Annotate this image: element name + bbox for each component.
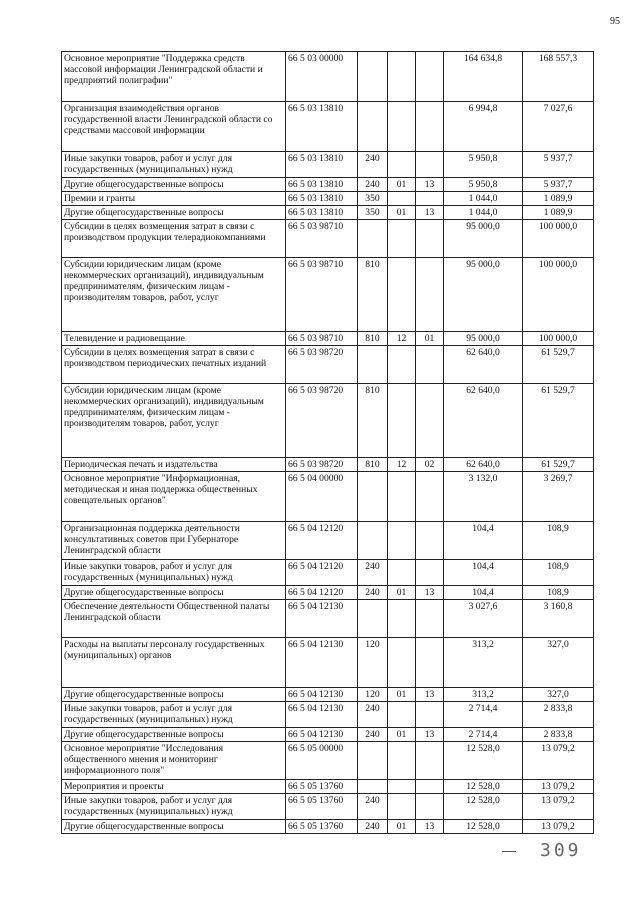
row-rz	[388, 52, 416, 102]
row-name: Основное мероприятие "Информационная, методическая и иная поддержка общественных совещательных органов"	[62, 472, 286, 522]
row-code: 66 5 03 13810	[286, 102, 358, 152]
row-name: Другие общегосударственные вопросы	[62, 820, 286, 834]
row-value-2: 108,9	[523, 560, 594, 586]
page-number: 95	[610, 16, 620, 27]
row-vr: 810	[358, 458, 388, 472]
row-code: 66 5 04 12130	[286, 702, 358, 728]
row-code: 66 5 04 12120	[286, 522, 358, 560]
row-pr	[416, 638, 444, 688]
row-value-1: 1 044,0	[444, 192, 523, 206]
table-row	[62, 820, 594, 834]
row-pr	[416, 780, 444, 794]
row-value-2: 108,9	[523, 522, 594, 560]
row-value-1: 164 634,8	[444, 52, 523, 102]
row-code: 66 5 04 12130	[286, 728, 358, 742]
row-value-1: 3 132,0	[444, 472, 523, 522]
row-rz	[388, 346, 416, 384]
row-value-1: 12 528,0	[444, 780, 523, 794]
row-value-1: 12 528,0	[444, 794, 523, 820]
row-vr	[358, 472, 388, 522]
row-name: Периодическая печать и издательства	[62, 458, 286, 472]
row-code: 66 5 04 12130	[286, 688, 358, 702]
row-name: Мероприятия и проекты	[62, 780, 286, 794]
table-row	[62, 152, 594, 178]
row-value-1: 62 640,0	[444, 346, 523, 384]
row-rz	[388, 522, 416, 560]
row-name: Другие общегосударственные вопросы	[62, 178, 286, 192]
row-name: Иные закупки товаров, работ и услуг для государственных (муниципальных) нужд	[62, 794, 286, 820]
row-vr	[358, 742, 388, 780]
row-value-1: 95 000,0	[444, 220, 523, 258]
row-name: Субсидии в целях возмещения затрат в связи с производством продукции телерадиокомпаниями	[62, 220, 286, 258]
row-vr: 120	[358, 638, 388, 688]
row-vr: 240	[358, 820, 388, 834]
row-value-1: 12 528,0	[444, 742, 523, 780]
table-row	[62, 638, 594, 688]
row-value-1: 104,4	[444, 522, 523, 560]
row-rz	[388, 152, 416, 178]
table-row	[62, 258, 594, 332]
row-rz	[388, 794, 416, 820]
row-name: Другие общегосударственные вопросы	[62, 728, 286, 742]
row-value-2: 13 079,2	[523, 820, 594, 834]
table-row	[62, 560, 594, 586]
row-value-2: 61 529,7	[523, 346, 594, 384]
row-rz	[388, 638, 416, 688]
row-code: 66 5 03 00000	[286, 52, 358, 102]
row-pr: 13	[416, 728, 444, 742]
row-pr	[416, 472, 444, 522]
row-value-1: 104,4	[444, 586, 523, 600]
row-value-1: 5 950,8	[444, 152, 523, 178]
table-row	[62, 458, 594, 472]
row-pr	[416, 560, 444, 586]
row-name: Субсидии юридическим лицам (кроме некоммерческих организаций), индивидуальным предпринимателям, физическим лицам - производителям товаров, работ, услуг	[62, 258, 286, 332]
row-value-2: 327,0	[523, 688, 594, 702]
table-row	[62, 220, 594, 258]
row-code: 66 5 05 13760	[286, 794, 358, 820]
row-rz	[388, 258, 416, 332]
row-value-1: 6 994,8	[444, 102, 523, 152]
row-pr	[416, 258, 444, 332]
row-rz: 01	[388, 688, 416, 702]
row-pr: 13	[416, 820, 444, 834]
row-value-2: 13 079,2	[523, 780, 594, 794]
row-value-2: 3 269,7	[523, 472, 594, 522]
row-pr	[416, 522, 444, 560]
row-vr	[358, 102, 388, 152]
row-value-1: 95 000,0	[444, 332, 523, 346]
row-rz	[388, 600, 416, 638]
row-name: Организационная поддержка деятельности консультативных советов при Губернаторе Ленинградской области	[62, 522, 286, 560]
row-pr	[416, 384, 444, 458]
row-code: 66 5 03 98710	[286, 332, 358, 346]
table-row	[62, 688, 594, 702]
row-rz	[388, 472, 416, 522]
row-value-2: 13 079,2	[523, 742, 594, 780]
row-vr	[358, 522, 388, 560]
table-row	[62, 794, 594, 820]
table-row	[62, 702, 594, 728]
row-vr	[358, 220, 388, 258]
row-code: 66 5 04 12120	[286, 586, 358, 600]
row-value-1: 1 044,0	[444, 206, 523, 220]
row-code: 66 5 04 12120	[286, 560, 358, 586]
table-row	[62, 384, 594, 458]
row-rz	[388, 702, 416, 728]
row-code: 66 5 03 98710	[286, 220, 358, 258]
row-value-2: 2 833,8	[523, 702, 594, 728]
row-pr	[416, 102, 444, 152]
row-value-1: 62 640,0	[444, 384, 523, 458]
row-vr: 810	[358, 258, 388, 332]
row-value-1: 2 714,4	[444, 702, 523, 728]
row-vr: 810	[358, 384, 388, 458]
row-value-2: 2 833,8	[523, 728, 594, 742]
row-name: Расходы на выплаты персоналу государственных (муниципальных) органов	[62, 638, 286, 688]
row-pr	[416, 346, 444, 384]
row-rz: 01	[388, 820, 416, 834]
stamp-dash	[502, 851, 516, 852]
row-value-2: 5 937,7	[523, 178, 594, 192]
row-rz	[388, 192, 416, 206]
row-value-2: 3 160,8	[523, 600, 594, 638]
row-vr: 240	[358, 152, 388, 178]
row-vr: 240	[358, 702, 388, 728]
row-name: Иные закупки товаров, работ и услуг для государственных (муниципальных) нужд	[62, 702, 286, 728]
table-row	[62, 192, 594, 206]
row-name: Иные закупки товаров, работ и услуг для государственных (муниципальных) нужд	[62, 560, 286, 586]
row-code: 66 5 05 13760	[286, 780, 358, 794]
row-rz: 01	[388, 178, 416, 192]
row-rz	[388, 560, 416, 586]
row-name: Иные закупки товаров, работ и услуг для государственных (муниципальных) нужд	[62, 152, 286, 178]
row-name: Субсидии в целях возмещения затрат в связи с производством периодических печатных изданий	[62, 346, 286, 384]
row-code: 66 5 03 13810	[286, 178, 358, 192]
row-name: Другие общегосударственные вопросы	[62, 206, 286, 220]
row-name: Другие общегосударственные вопросы	[62, 688, 286, 702]
row-pr: 13	[416, 586, 444, 600]
table-row	[62, 206, 594, 220]
row-pr	[416, 192, 444, 206]
row-code: 66 5 03 98720	[286, 458, 358, 472]
row-vr: 240	[358, 560, 388, 586]
row-vr: 120	[358, 688, 388, 702]
row-value-2: 61 529,7	[523, 384, 594, 458]
stamp-number: 309	[540, 840, 582, 861]
table-row	[62, 52, 594, 102]
row-name: Премии и гранты	[62, 192, 286, 206]
row-value-1: 95 000,0	[444, 258, 523, 332]
row-pr	[416, 600, 444, 638]
row-value-1: 2 714,4	[444, 728, 523, 742]
table-row	[62, 522, 594, 560]
row-value-2: 100 000,0	[523, 332, 594, 346]
table-row	[62, 728, 594, 742]
row-rz	[388, 742, 416, 780]
row-pr	[416, 742, 444, 780]
row-vr	[358, 780, 388, 794]
row-value-1: 104,4	[444, 560, 523, 586]
row-value-2: 327,0	[523, 638, 594, 688]
row-vr	[358, 346, 388, 384]
row-pr	[416, 702, 444, 728]
row-value-2: 13 079,2	[523, 794, 594, 820]
row-rz	[388, 102, 416, 152]
row-value-2: 100 000,0	[523, 258, 594, 332]
table-row	[62, 332, 594, 346]
row-vr: 350	[358, 206, 388, 220]
row-pr: 13	[416, 688, 444, 702]
row-value-2: 100 000,0	[523, 220, 594, 258]
row-vr: 350	[358, 192, 388, 206]
row-vr: 240	[358, 586, 388, 600]
row-code: 66 5 03 98720	[286, 384, 358, 458]
row-value-2: 1 089,9	[523, 206, 594, 220]
row-rz	[388, 220, 416, 258]
row-code: 66 5 03 13810	[286, 152, 358, 178]
row-name: Основное мероприятие "Поддержка средств массовой информации Ленинградской области и предприятий полиграфии"	[62, 52, 286, 102]
row-value-2: 168 557,3	[523, 52, 594, 102]
row-vr: 810	[358, 332, 388, 346]
table-row	[62, 600, 594, 638]
row-code: 66 5 03 98710	[286, 258, 358, 332]
row-pr: 02	[416, 458, 444, 472]
row-value-1: 313,2	[444, 638, 523, 688]
row-value-2: 108,9	[523, 586, 594, 600]
row-value-1: 62 640,0	[444, 458, 523, 472]
table-row	[62, 586, 594, 600]
table-row	[62, 742, 594, 780]
row-vr: 240	[358, 728, 388, 742]
row-value-1: 313,2	[444, 688, 523, 702]
row-pr	[416, 52, 444, 102]
row-value-2: 7 027,6	[523, 102, 594, 152]
row-name: Другие общегосударственные вопросы	[62, 586, 286, 600]
row-name: Организация взаимодействия органов государственной власти Ленинградской области со средствами массовой информации	[62, 102, 286, 152]
row-pr: 13	[416, 206, 444, 220]
row-name: Телевидение и радиовещание	[62, 332, 286, 346]
row-name: Субсидии юридическим лицам (кроме некоммерческих организаций), индивидуальным предпринимателям, физическим лицам - производителям товаров, работ, услуг	[62, 384, 286, 458]
row-value-2: 5 937,7	[523, 152, 594, 178]
row-pr: 13	[416, 178, 444, 192]
row-value-2: 1 089,9	[523, 192, 594, 206]
row-value-2: 61 529,7	[523, 458, 594, 472]
row-code: 66 5 05 13760	[286, 820, 358, 834]
row-vr: 240	[358, 794, 388, 820]
row-pr	[416, 152, 444, 178]
row-code: 66 5 03 13810	[286, 192, 358, 206]
row-code: 66 5 05 00000	[286, 742, 358, 780]
table-row	[62, 472, 594, 522]
row-vr	[358, 600, 388, 638]
row-value-1: 5 950,8	[444, 178, 523, 192]
row-code: 66 5 04 00000	[286, 472, 358, 522]
row-vr	[358, 52, 388, 102]
row-pr	[416, 220, 444, 258]
row-name: Основное мероприятие "Исследования общественного мнения и мониторинг информационного поля"	[62, 742, 286, 780]
table-row	[62, 346, 594, 384]
budget-table	[61, 51, 594, 834]
row-rz	[388, 384, 416, 458]
row-rz: 12	[388, 332, 416, 346]
row-rz	[388, 780, 416, 794]
table-row	[62, 178, 594, 192]
table-row	[62, 780, 594, 794]
row-pr	[416, 794, 444, 820]
row-rz: 01	[388, 586, 416, 600]
row-vr: 240	[358, 178, 388, 192]
row-name: Обеспечение деятельности Общественной палаты Ленинградской области	[62, 600, 286, 638]
row-code: 66 5 03 98720	[286, 346, 358, 384]
row-rz: 01	[388, 728, 416, 742]
row-rz: 01	[388, 206, 416, 220]
row-code: 66 5 03 13810	[286, 206, 358, 220]
row-rz: 12	[388, 458, 416, 472]
row-value-1: 12 528,0	[444, 820, 523, 834]
row-value-1: 3 027,6	[444, 600, 523, 638]
row-code: 66 5 04 12130	[286, 600, 358, 638]
row-code: 66 5 04 12130	[286, 638, 358, 688]
table-row	[62, 102, 594, 152]
row-pr: 01	[416, 332, 444, 346]
